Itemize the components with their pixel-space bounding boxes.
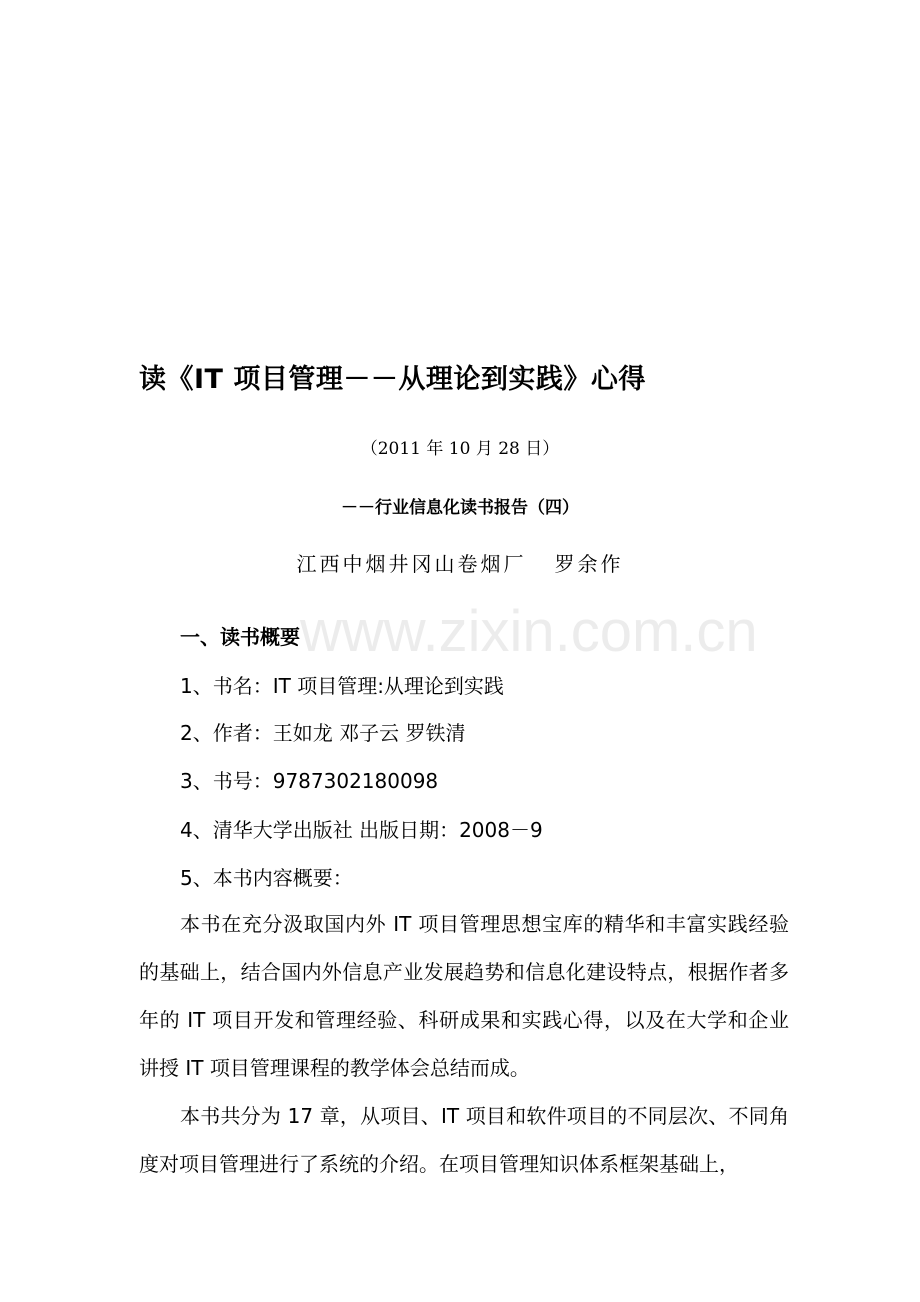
info-summary-label: 5、本书内容概要：	[180, 866, 353, 890]
document-title: 读《IT 项目管理－－从理论到实践》心得	[139, 364, 646, 395]
section-heading: 一、读书概要	[180, 625, 300, 649]
document-subtitle: －－行业信息化读书报告（四）	[341, 498, 579, 518]
summary-paragraph: 本书共分为 17 章，从项目、IT 项目和软件项目的不同层次、不同角度对项目管理进行了系统的介绍。在项目管理知识体系框架基础上，	[139, 1104, 789, 1176]
info-publisher: 4、清华大学出版社 出版日期：2008－9	[180, 818, 543, 842]
document-date: （2011 年 10 月 28 日）	[360, 439, 560, 459]
info-isbn: 3、书号：9787302180098	[180, 769, 439, 793]
summary-paragraph: 本书在充分汲取国内外 IT 项目管理思想宝库的精华和丰富实践经验的基础上，结合国内外信息产业发展趋势和信息化建设特点，根据作者多年的 IT 项目开发和管理经验、科研成果和实践心得，以及在大学和企业讲授 IT 项目管理课程的教学体会总结而成。	[139, 912, 789, 1080]
info-authors: 2、作者：王如龙 邓子云 罗铁清	[180, 721, 466, 745]
document-author: 江西中烟井冈山卷烟厂 罗余作	[296, 552, 624, 576]
watermark: www.zixin.com.cn	[300, 599, 758, 664]
info-book-name: 1、书名：IT 项目管理:从理论到实践	[180, 674, 504, 698]
